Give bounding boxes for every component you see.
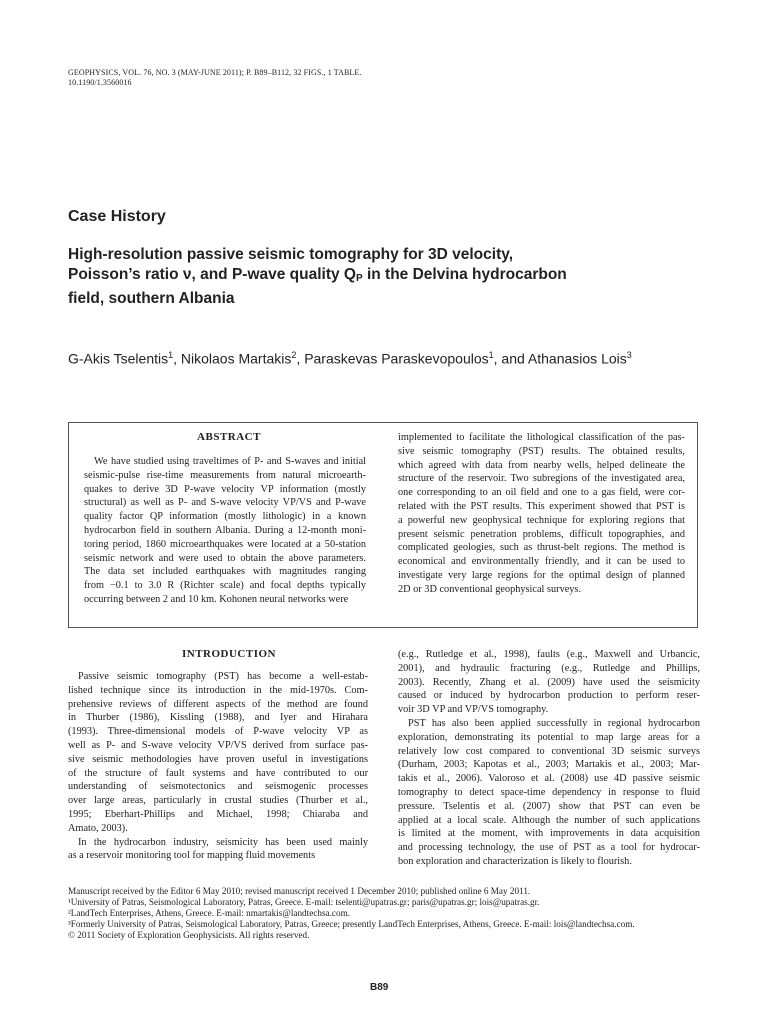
- text-line: understanding of seismotectonics and seismogenic processes: [68, 781, 368, 793]
- text-line: complicated geologies, such as thrust-belt regions. The method is: [398, 542, 685, 554]
- doi: 10.1190/1.3560016: [68, 78, 132, 87]
- affiliation-mark: 1: [488, 350, 494, 360]
- text-line: caused or induced by hydrocarbon production to perform reser-: [398, 690, 700, 702]
- text-line: voir 3D VP and VP/VS tomography.: [398, 704, 549, 716]
- introduction-left-column: [68, 670, 368, 863]
- text-line: occurring between 2 and 10 km. Kohonen neural networks were: [84, 593, 349, 605]
- text-line: (Durham, 2003; Kapotas et al., 2003; Martakis et al., 2003; Mar-: [398, 759, 700, 771]
- text-line: Passive seismic tomography (PST) has become a well-estab-: [78, 671, 368, 682]
- affiliation-mark: 2: [291, 350, 297, 360]
- text-line: economical and environmentally friendly, and it can be used to: [398, 556, 685, 568]
- author-name: Paraskevas Paraskevopoulos: [304, 350, 489, 367]
- abstract-heading: ABSTRACT: [197, 431, 261, 443]
- text-line: 2D or 3D conventional geophysical surveys.: [398, 583, 582, 595]
- text-line: takis et al., 2006). Valoroso et al. (2008) use 4D passive seismic: [398, 773, 700, 785]
- text-line: 2003). Recently, Zhang et al. (2009) have used the seismicity: [398, 676, 700, 688]
- text-line: one corresponding to an oil field and one to a gas field, were cor-: [398, 487, 685, 499]
- introduction-heading: INTRODUCTION: [181, 648, 276, 660]
- footnote-affiliation-3: ³Formerly University of Patras, Seismological Laboratory, Patras, Greece; presently LandTech Enterprises, Athens, Greece. E-mail: lois@landtechsa.com.: [68, 919, 635, 929]
- journal-header: [68, 68, 361, 88]
- footnote-affiliation-1: ¹University of Patras, Seismological Laboratory, Patras, Greece. E-mail: tselenti@upatras.gr; paris@upatras.gr; lois@upatras.gr.: [68, 897, 540, 907]
- text-line: exploration, demonstrating its potential to map large areas for a: [398, 731, 700, 743]
- text-line: structural) as well as P- and S-wave velocity VP/VS and P-wave: [84, 497, 366, 509]
- text-line: related with the PST results. This experiment showed that PST is: [398, 500, 685, 512]
- text-line: of the structure of fault systems and have contributed to our: [68, 767, 368, 779]
- abstract-right-column: [398, 431, 685, 597]
- text-line: 2001), and hydraulic fracturing (e.g., Rutledge and Phillips,: [398, 662, 700, 674]
- journal-citation: GEOPHYSICS, VOL. 76, NO. 3 (MAY-JUNE 2011); P. B89–B112, 32 FIGS., 1 TABLE.: [68, 68, 362, 77]
- footnote-affiliation-2: ²LandTech Enterprises, Athens, Greece. E-mail: nmartakis@landtechsa.com.: [68, 908, 351, 918]
- text-line: (1993). Three-dimensional models of P-wave velocity VP as: [68, 726, 368, 738]
- text-line: relatively low cost compared to conventional 3D seismic surveys: [398, 745, 700, 757]
- text-line: (e.g., Rutledge et al., 1998), faults (e.g., Maxwell and Urbancic,: [398, 649, 700, 660]
- text-line: prehensive reviews of different aspects of the method are found: [68, 698, 368, 710]
- text-line: applied at a local scale. Although the number of such applications: [398, 814, 700, 826]
- text-line: in Thurber (1986), Kissling (1988), and Iyer and Hirahara: [68, 712, 368, 724]
- author-name: G-Akis Tselentis: [68, 350, 169, 367]
- text-line: and processing technology, the use of PST as a tool for hydrocar-: [398, 842, 700, 854]
- page-number: B89: [370, 982, 389, 993]
- text-line: from −0.1 to 3.0 R (Richter scale) and focal depths typically: [84, 580, 366, 592]
- text-line: toring period, 1860 microearthquakes were located at a 50-station: [84, 538, 366, 550]
- footnotes: [68, 886, 708, 941]
- text-line: is limited at the moment, with improvements in data acquisition: [398, 828, 700, 840]
- affiliation-mark: 3: [626, 350, 632, 360]
- abstract-left-column: [84, 455, 366, 607]
- text-line: investigate very large regions for the optimal design of planned: [398, 569, 685, 581]
- copyright: © 2011 Society of Exploration Geophysicists. All rights reserved.: [68, 930, 310, 940]
- text-line: tomography to detect space-time dependency in response to fluid: [398, 786, 700, 798]
- text-line: structure of the reservoir. Two subregions of the investigated area,: [398, 473, 685, 485]
- author-name: Athanasios Lois: [527, 350, 627, 367]
- introduction-right-column: [398, 648, 700, 869]
- text-line: lished technique since its introduction in the mid-1970s. Com-: [68, 684, 368, 696]
- title-line-1: High-resolution passive seismic tomography for 3D velocity,: [68, 246, 514, 263]
- text-line: bon exploration and characterization is likely to flourish.: [398, 855, 632, 867]
- footnote-received: Manuscript received by the Editor 6 May 2010; revised manuscript received 1 December 2010; published online 6 May 2011.: [68, 886, 531, 896]
- text-line: seismic-pulse rise-time measurements from natural microearth-: [84, 469, 366, 481]
- text-line: 1995; Eberhart-Phillips and Michael, 1998; Chiaraba and: [68, 808, 368, 820]
- text-line: quality factor QP information (mostly lithologic) in a known: [84, 511, 366, 523]
- text-line: In the hydrocarbon industry, seismicity has been used mainly: [78, 836, 368, 848]
- text-line: a powerful new geophysical technique for exploring regions that: [398, 514, 685, 526]
- text-line: implemented to facilitate the lithological classification of the pas-: [398, 432, 685, 443]
- text-line: seismic network and were used to obtain the above parameters.: [84, 552, 366, 564]
- author-list: G-Akis Tselentis$^1$, Nikolaos Martakis$^2$, Paraskevas Paraskevopoulos$^1$, and Athanasios Lois$^3$: [68, 350, 632, 367]
- text-line: pressure. Tselentis et al. (2007) show that PST can even be: [398, 800, 700, 812]
- text-line: quakes to derive 3D P-wave velocity VP information (mostly: [84, 483, 366, 495]
- title-line-2: Poisson’s ratio ν, and P-wave quality QP in the Delvina hydrocarbon: [68, 266, 567, 284]
- text-line: over large areas, particularly in crustal studies (Thurber et al.,: [68, 795, 368, 807]
- author-name: Nikolaos Martakis: [180, 350, 292, 367]
- paper-title: [68, 245, 688, 309]
- text-line: We have studied using traveltimes of P- and S-waves and initial: [94, 456, 366, 467]
- text-line: which agreed with data from nearby wells, helped delineate the: [398, 459, 685, 471]
- text-line: well as P- and S-wave velocity VP/VS derived from surface pas-: [68, 739, 368, 751]
- section-label: Case History: [68, 208, 166, 225]
- text-line: hydrocarbon field in southern Albania. During a 12-month moni-: [84, 524, 366, 536]
- text-line: present seismic penetration problems, difficult topographies, and: [398, 528, 685, 540]
- text-line: as a reservoir monitoring tool for mapping fluid movements: [68, 850, 316, 862]
- affiliation-mark: 1: [168, 350, 174, 360]
- text-line: sive seismic methodologies have proven useful in investigations: [68, 753, 368, 765]
- text-line: The data set included earthquakes with magnitudes ranging: [84, 566, 366, 578]
- text-line: Amato, 2003).: [68, 822, 128, 834]
- text-line: sive seismic tomography (PST) results. The obtained results,: [398, 445, 685, 457]
- text-line: PST has also been applied successfully in regional hydrocarbon: [408, 717, 700, 729]
- title-line-3: field, southern Albania: [68, 290, 235, 307]
